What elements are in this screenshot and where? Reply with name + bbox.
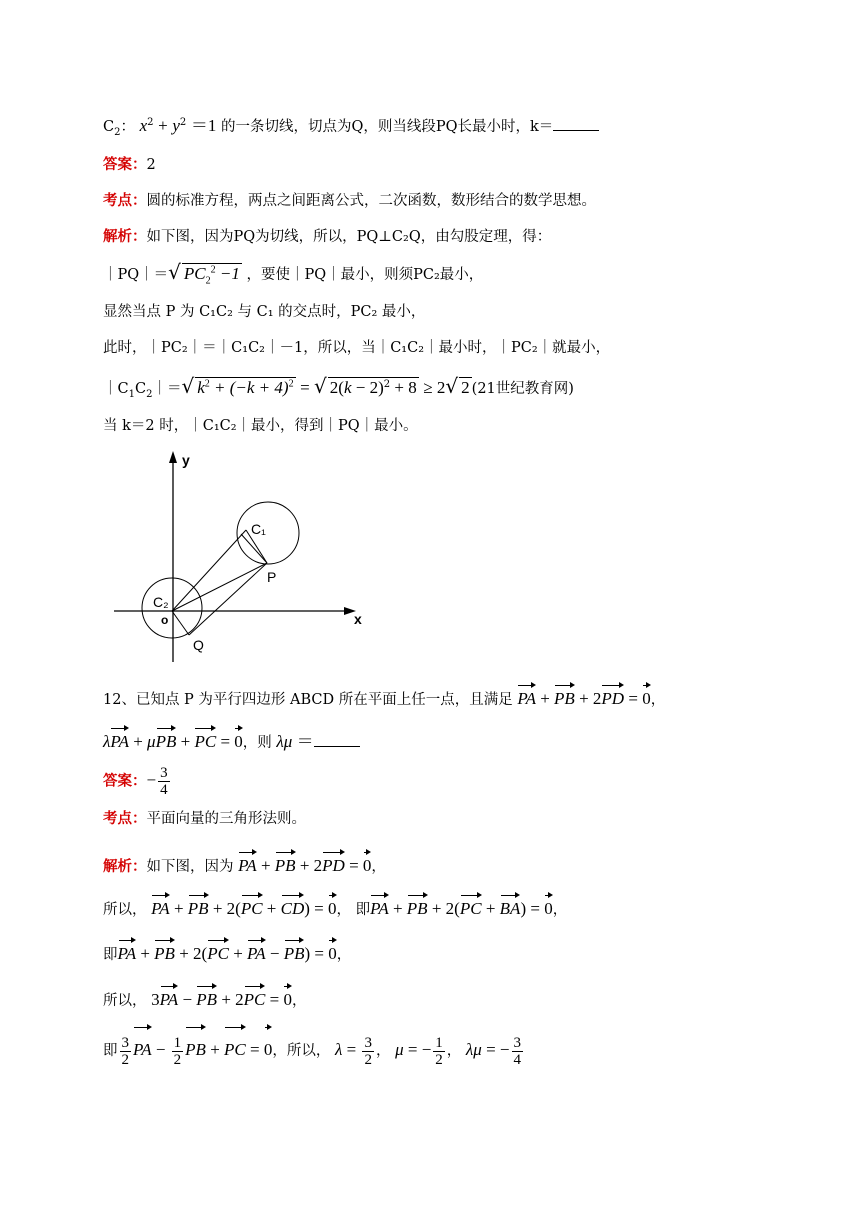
tangent-figure [110, 447, 380, 665]
label-y: y [182, 452, 190, 468]
segment-c2-p [172, 563, 267, 611]
segment-c1-p-inner [241, 534, 267, 563]
problem11-kaodian: 考点：圆的标准方程，两点之间距离公式，二次函数，数形结合的数学思想。 [103, 192, 596, 209]
problem11-step3: 此时，｜PC₂｜＝｜C₁C₂｜－1，所以，当｜C₁C₂｜最小时，｜PC₂｜就最小， [103, 340, 611, 356]
label-c2: C₂ [153, 594, 169, 610]
label-p: P [267, 569, 277, 585]
circle-c1 [237, 502, 299, 564]
answer-blank-12 [314, 732, 360, 747]
problem12-step4: 即 $\frac{3}{2}$ PA − $\frac{1}{2}$ PB + PC = 0，所以， λ = $\frac{3}{2}$ ， μ = − $\frac{1}{2}$ ， λμ = − $\frac{3}{4}$ [103, 1025, 525, 1070]
problem12-step1: 所以， PA + PB + 2(PC + CD) = 0， 即PA + PB + 2(PC + BA) = 0， [103, 893, 567, 920]
problem12-line2: λPA + μPB + PC = 0，则 λμ ＝ [103, 726, 360, 753]
problem12-step2: 即PA + PB + 2(PC + PA − PB) = 0， [103, 938, 351, 965]
problem11-jiexi: 解析：如下图，因为PQ为切线，所以，PQ⊥C₂Q，由勾股定理，得： [103, 228, 552, 245]
problem11-step5: 当 k＝2 时，｜C₁C₂｜最小，得到｜PQ｜最小。 [103, 418, 418, 434]
problem11-step1: ｜PQ｜＝√ $PC_2^2 -1$ ，要使｜PQ｜最小，则须PC₂最小， [103, 260, 484, 287]
y-axis-arrow-icon [169, 451, 177, 463]
label-origin: o [161, 613, 169, 627]
label-x: x [354, 611, 362, 627]
problem12-jiexi: 解析：如下图，因为 PA + PB + 2PD = 0， [103, 850, 386, 877]
label-c1: C₁ [251, 521, 266, 537]
answer-blank [553, 116, 599, 131]
problem12-step3: 所以， 3PA − PB + 2PC = 0， [103, 984, 306, 1011]
problem12-line1: 12、已知点 P 为平行四边形 ABCD 所在平面上任一点，且满足 PA + PB + 2PD = 0， [103, 683, 665, 710]
circle-c2 [142, 578, 202, 638]
problem12-answer: 答案：− $\frac{3}{4}$ [103, 765, 168, 798]
segment-c2-q [172, 611, 189, 635]
problem12-kaodian: 考点：平面向量的三角形法则。 [103, 810, 306, 827]
problem11-step4: $|C_1C_2|=√$ $k^2 + (-k + 4)^2$ = √ $2(k - 2)^2 + 8 \ge 2√$ 2 (21世纪教育网) [103, 374, 574, 400]
problem11-line1: $C_2$： $x^2 + y^2 =1$ 的一条切线，切点为Q，则当线段PQ长最小时，k＝ [103, 116, 599, 137]
segment-c2-c1 [172, 530, 246, 611]
problem11-step2: 显然当点 P 为 C₁C₂ 与 C₁ 的交点时，PC₂ 最小， [103, 304, 426, 320]
label-q: Q [193, 637, 204, 653]
problem11-answer: 答案：2 [103, 156, 156, 173]
